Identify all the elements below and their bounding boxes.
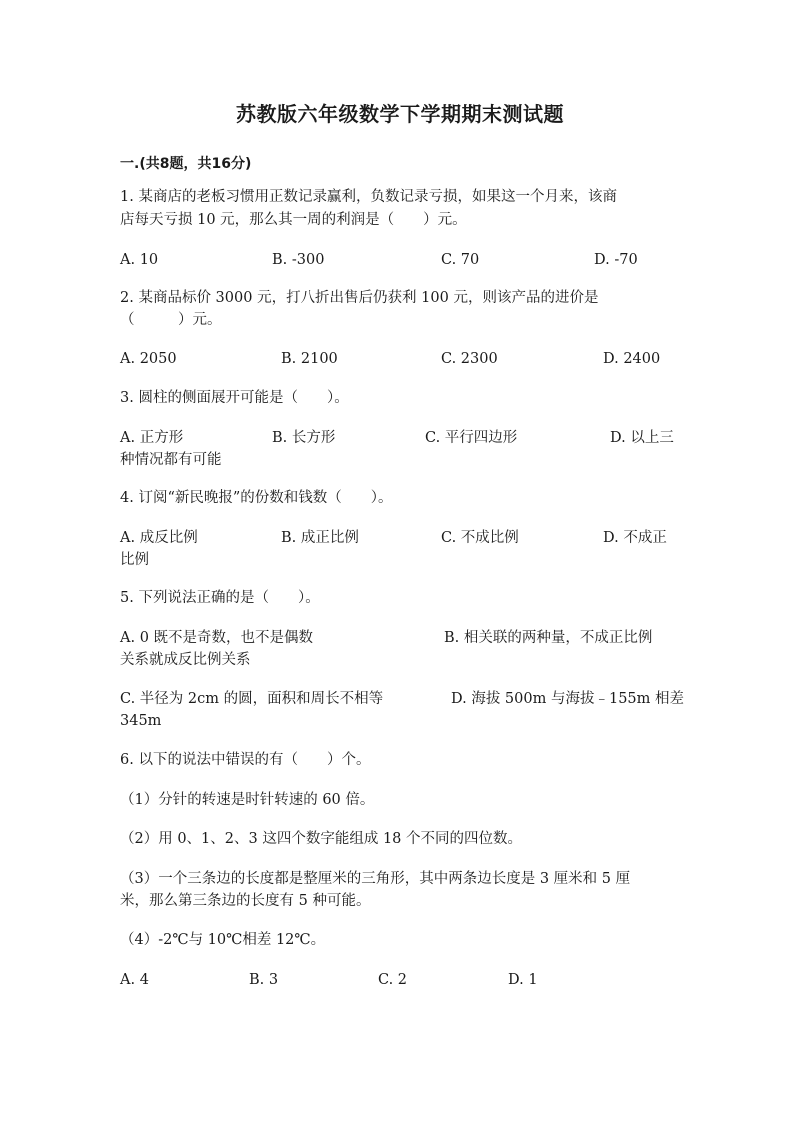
q4-stem-line-1: 4. 订阅“新民晚报”的份数和钱数（ ）。 (120, 490, 393, 506)
q6-statement-3: （3）一个三条边的长度都是整厘米的三角形，其中两条边长度是 3 厘米和 5 厘 (120, 871, 631, 887)
q6-stem-line-1: 6. 以下的说法中错误的有（ ）个。 (120, 752, 371, 768)
q4-option-d-continued: 比例 (120, 552, 149, 568)
q1-stem-line-2: 店每天亏损 10 元，那么其一周的利润是（ ）元。 (120, 212, 467, 228)
q3-option-c: C. 平行四边形 (425, 430, 518, 446)
q3-option-b: B. 长方形 (272, 430, 336, 446)
q1-option-d: D. -70 (594, 252, 638, 268)
q1-stem-line-1: 1. 某商店的老板习惯用正数记录赢利，负数记录亏损，如果这一个月来，该商 (120, 189, 617, 205)
q6-option-b: B. 3 (249, 972, 279, 988)
q2-option-c: C. 2300 (441, 351, 498, 367)
q1-option-c: C. 70 (441, 252, 480, 268)
exam-title: 苏教版六年级数学下学期期末测试题 (236, 102, 564, 126)
q5-option-d-continued: 345m (120, 713, 162, 729)
q2-stem-line-1: 2. 某商品标价 3000 元，打八折出售后仍获利 100 元，则该产品的进价是 (120, 290, 599, 306)
q1-option-b: B. -300 (272, 252, 325, 268)
q5-option-d: D. 海拔 500m 与海拔﹣155m 相差 (451, 691, 685, 707)
q5-option-a: A. 0 既不是奇数，也不是偶数 (120, 630, 314, 646)
q3-option-d: D. 以上三 (610, 430, 674, 446)
q6-statement-4: （4）-2℃与 10℃相差 12℃。 (120, 932, 326, 948)
q4-option-d: D. 不成正 (603, 530, 667, 546)
q2-option-d: D. 2400 (603, 351, 661, 367)
q4-option-c: C. 不成比例 (441, 530, 519, 546)
q2-option-b: B. 2100 (281, 351, 338, 367)
q2-option-a: A. 2050 (120, 351, 177, 367)
q3-option-a: A. 正方形 (120, 430, 184, 446)
q5-stem-line-1: 5. 下列说法正确的是（ ）。 (120, 590, 320, 606)
q5-option-b: B. 相关联的两种量，不成正比例 (444, 630, 653, 646)
q6-option-c: C. 2 (378, 972, 408, 988)
q6-statement-3-continued: 米，那么第三条边的长度有 5 种可能。 (120, 893, 371, 909)
q5-option-b-continued: 关系就成反比例关系 (120, 652, 251, 668)
q3-stem-line-1: 3. 圆柱的侧面展开可能是（ ）。 (120, 390, 349, 406)
q5-option-c: C. 半径为 2cm 的圆，面积和周长不相等 (120, 691, 384, 707)
q6-statement-1: （1）分针的转速是时针转速的 60 倍。 (120, 792, 375, 808)
q6-option-d: D. 1 (508, 972, 538, 988)
q3-option-d-continued: 种情况都有可能 (120, 452, 222, 468)
q6-option-a: A. 4 (120, 972, 149, 988)
q2-stem-line-2: （ ）元。 (120, 312, 222, 328)
q6-statement-2: （2）用 0、1、2、3 这四个数字能组成 18 个不同的四位数。 (120, 831, 523, 847)
q1-option-a: A. 10 (120, 252, 159, 268)
q4-option-b: B. 成正比例 (281, 530, 359, 546)
section-heading: 一.(共8题，共16分) (120, 156, 252, 172)
q4-option-a: A. 成反比例 (120, 530, 198, 546)
